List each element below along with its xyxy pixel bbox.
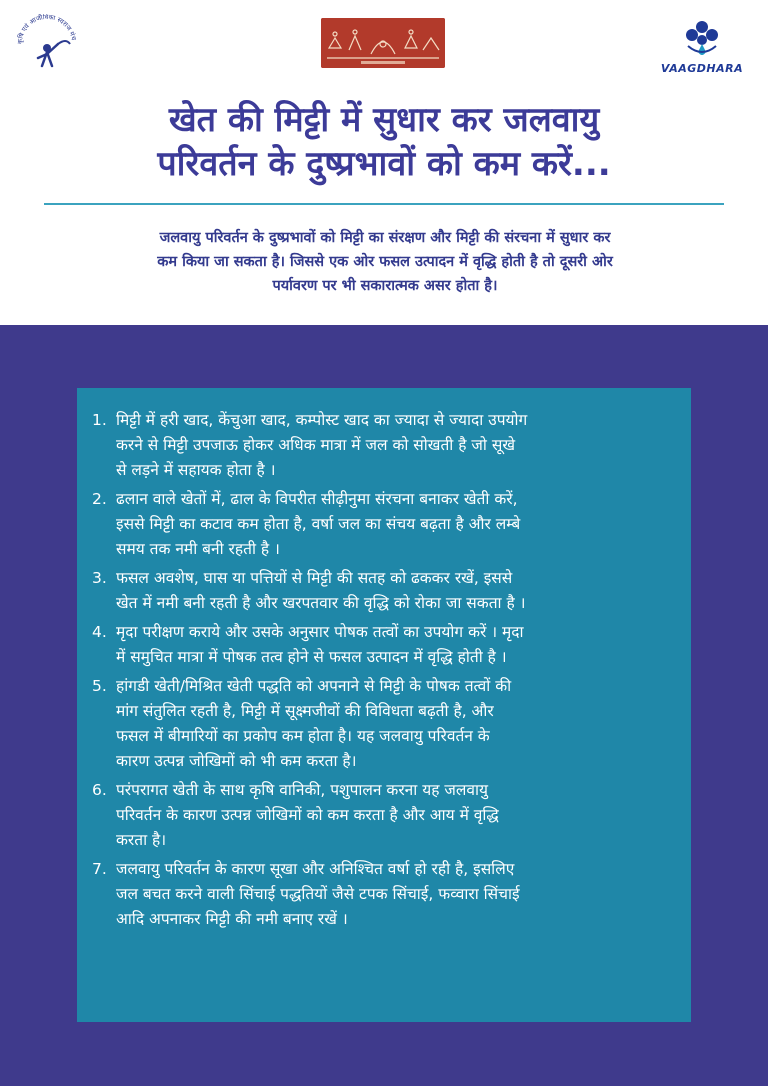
item-line: जलवायु परिवर्तन के कारण सूखा और अनिश्चित वर्षा हो रही है, इसलिए (116, 860, 515, 878)
item-line: करता है। (116, 831, 167, 849)
item-line: में समुचित मात्रा में पोषक तत्व होने से फसल उत्पादन में वृद्धि होती है । (116, 648, 507, 666)
item-line: करने से मिट्टी उपजाऊ होकर अधिक मात्रा में जल को सोखती है जो सूखे (116, 436, 515, 454)
item-line: ढलान वाले खेतों में, ढाल के विपरीत सीढ़ीनुमा संरचना बनाकर खेती करें, (116, 490, 518, 508)
farmers-forum-logo (14, 14, 80, 70)
item-line: परंपरागत खेती के साथ कृषि वानिकी, पशुपालन करना यह जलवायु (116, 781, 488, 799)
item-line: मांग संतुलित रहती है, मिट्टी में सूक्ष्मजीवों की विविधता बढ़ती है, और (116, 702, 494, 720)
svg-text:कृषि एवं आजीविका स्वराज मंच (16, 14, 78, 44)
item-line: जल बचत करने वाली सिंचाई पद्धतियों जैसे टपक सिंचाई, फव्वारा सिंचाई (116, 885, 520, 903)
item-line: आदि अपनाकर मिट्टी की नमी बनाए रखें । (116, 910, 348, 928)
item-line: मिट्टी में हरी खाद, केंचुआ खाद, कम्पोस्ट खाद का ज्यादा से ज्यादा उपयोग (116, 411, 528, 429)
item-number: 4. (92, 623, 107, 641)
item-line: मृदा परीक्षण कराये और उसके अनुसार पोषक तत्वों का उपयोग करें । मृदा (116, 623, 524, 641)
item-number: 5. (92, 677, 107, 695)
recommendation-list (92, 408, 684, 936)
item-number: 2. (92, 490, 107, 508)
item-line: कारण उत्पन्न जोखिमों को भी कम करता है। (116, 752, 357, 770)
farmer-emblem-icon (14, 14, 80, 70)
list-item (92, 408, 684, 483)
item-number: 1. (92, 411, 107, 429)
item-number: 3. (92, 569, 107, 587)
item-line: इससे मिट्टी का कटाव कम होता है, वर्षा जल का संचय बढ़ता है और लम्बे (116, 515, 521, 533)
item-line: परिवर्तन के कारण उत्पन्न जोखिमों को कम करता है और आय में वृद्धि (116, 806, 499, 824)
list-item (92, 857, 684, 932)
header-section (0, 0, 768, 325)
item-line: समय तक नमी बनी रहती है । (116, 540, 280, 558)
item-line: से लड़ने में सहायक होता है । (116, 461, 276, 479)
item-line: फसल में बीमारियों का प्रकोप कम होता है। यह जलवायु परिवर्तन के (116, 727, 490, 745)
tribal-art-logo (321, 18, 445, 68)
logo-caption: कृषि एवं आजीविका स्वराज मंच (15, 14, 78, 45)
page-title (30, 98, 738, 186)
divider (44, 203, 724, 205)
vaagdhara-logo (660, 18, 744, 78)
list-item (92, 778, 684, 853)
list-item (92, 620, 684, 670)
item-line: फसल अवशेष, घास या पत्तियों से मिट्टी की सतह को ढककर रखें, इससे (116, 569, 513, 587)
list-item (92, 566, 684, 616)
title-line: खेत की मिट्टी में सुधार कर जलवायु (168, 100, 600, 140)
brand-name: VAAGDHARA (660, 62, 744, 75)
list-item (92, 674, 684, 774)
list-item (92, 487, 684, 562)
title-line: परिवर्तन के दुष्प्रभावों को कम करें... (157, 144, 611, 184)
intro-line: जलवायु परिवर्तन के दुष्प्रभावों को मिट्टी का संरक्षण और मिट्टी की संरचना में सुधार कर (159, 230, 611, 246)
item-number: 7. (92, 860, 107, 878)
intro-line: कम किया जा सकता है। जिससे एक ओर फसल उत्पादन में वृद्धि होती है तो दूसरी ओर (157, 254, 613, 270)
intro-line: पर्यावरण पर भी सकारात्मक असर होता है। (272, 278, 498, 294)
intro-paragraph (70, 226, 700, 298)
item-line: खेत में नमी बनी रहती है और खरपतवार की वृद्धि को रोका जा सकता है । (116, 594, 526, 612)
item-number: 6. (92, 781, 107, 799)
vaagdhara-emblem-icon (678, 18, 726, 60)
item-line: हांगडी खेती/मिश्रित खेती पद्धति को अपनाने से मिट्टी के पोषक तत्वों की (116, 677, 512, 695)
tribal-art-icon (321, 18, 445, 68)
